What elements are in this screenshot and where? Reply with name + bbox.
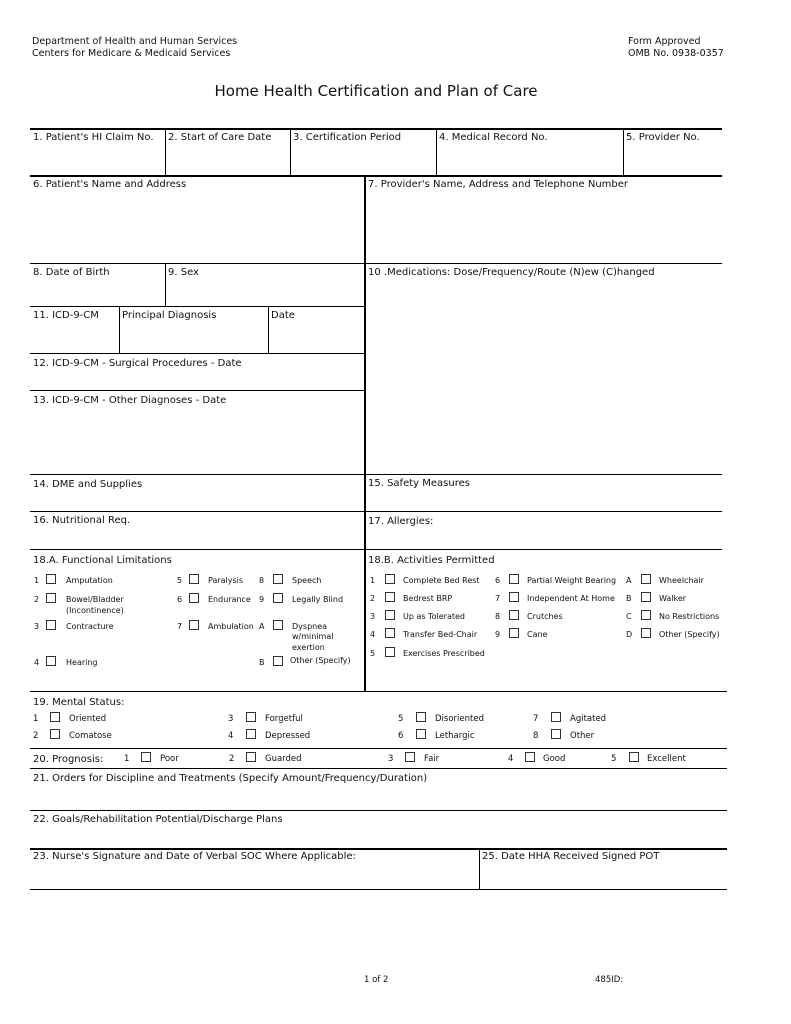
checkbox-complete-bed-rest[interactable]	[385, 574, 395, 584]
field-dme-supplies[interactable]: 14. DME and Supplies	[33, 479, 143, 490]
checkbox-legally-blind[interactable]	[273, 593, 283, 603]
rule	[30, 306, 364, 307]
option-code: A	[259, 622, 265, 631]
checkbox-bowel-bladder[interactable]	[46, 593, 56, 603]
rule	[30, 175, 722, 177]
rule	[30, 128, 722, 130]
option-code: 4	[34, 658, 40, 667]
option-label: Agitated	[570, 714, 607, 724]
checkbox-crutches[interactable]	[509, 610, 519, 620]
rule	[30, 691, 727, 692]
checkbox-paralysis[interactable]	[189, 574, 199, 584]
option-code: 2	[229, 754, 235, 764]
rule	[30, 748, 727, 749]
checkbox-excellent[interactable]	[629, 752, 639, 762]
checkbox-fair[interactable]	[405, 752, 415, 762]
field-date-of-birth[interactable]: 8. Date of Birth	[33, 267, 110, 278]
option-code: 5	[398, 714, 404, 724]
field-nurse-signature[interactable]: 23. Nurse's Signature and Date of Verbal SOC Where Applicable:	[33, 851, 356, 862]
checkbox-exercises-prescribed[interactable]	[385, 647, 395, 657]
checkbox-no-restrictions[interactable]	[641, 610, 651, 620]
option-label: Transfer Bed-Chair	[403, 630, 478, 639]
field-orders-treatments[interactable]: 21. Orders for Discipline and Treatments (Specify Amount/Frequency/Duration)	[33, 773, 428, 784]
option-code: 9	[495, 630, 501, 639]
option-code: 2	[34, 595, 40, 604]
option-code: 1	[33, 714, 39, 724]
option-label: Complete Bed Rest	[403, 576, 480, 585]
field-start-of-care-date[interactable]: 2. Start of Care Date	[168, 132, 272, 143]
option-label: Walker	[659, 594, 687, 603]
option-code: 4	[370, 630, 376, 639]
rule	[165, 263, 166, 307]
option-label-sub: exertion	[292, 643, 325, 652]
option-label: Ambulation	[208, 622, 254, 631]
checkbox-cane[interactable]	[509, 628, 519, 638]
agency-line-2: Centers for Medicare & Medicaid Services	[32, 48, 231, 59]
checkbox-comatose[interactable]	[50, 729, 60, 739]
rule	[436, 128, 437, 176]
approval-line-2: OMB No. 0938-0357	[628, 48, 724, 59]
field-goals-rehabilitation[interactable]: 22. Goals/Rehabilitation Potential/Discharge Plans	[33, 814, 283, 825]
option-label: No Restrictions	[659, 612, 720, 621]
option-label: Excellent	[647, 754, 686, 764]
rule	[30, 810, 727, 811]
option-label: Other (Specify)	[659, 630, 720, 639]
option-label-sub: w/minimal	[292, 632, 334, 641]
checkbox-forgetful[interactable]	[246, 712, 256, 722]
checkbox-up-as-tolerated[interactable]	[385, 610, 395, 620]
option-label: Other (Specify)	[290, 656, 351, 665]
option-code: 1	[370, 576, 376, 585]
option-code: 7	[177, 622, 183, 631]
field-medications[interactable]: 10 .Medications: Dose/Frequency/Route (N)ew (C)hanged	[368, 267, 655, 278]
option-label: Speech	[292, 576, 322, 585]
field-hi-claim-no[interactable]: 1. Patient's HI Claim No.	[33, 132, 154, 143]
rule	[30, 549, 722, 550]
option-code: 7	[495, 594, 501, 603]
option-code: 3	[34, 622, 40, 631]
section-prognosis: 20. Prognosis:	[33, 754, 104, 765]
field-date-hha-received[interactable]: 25. Date HHA Received Signed POT	[482, 851, 660, 862]
rule	[30, 390, 364, 391]
field-principal-diagnosis[interactable]: Principal Diagnosis	[122, 310, 217, 321]
checkbox-partial-weight-bearing[interactable]	[509, 574, 519, 584]
option-code: 4	[508, 754, 514, 764]
checkbox-other-mental[interactable]	[551, 729, 561, 739]
field-surgical-procedures[interactable]: 12. ICD-9-CM - Surgical Procedures - Date	[33, 358, 242, 369]
option-label: Independent At Home	[527, 594, 615, 603]
checkbox-transfer-bed-chair[interactable]	[385, 628, 395, 638]
rule	[479, 848, 480, 890]
rule	[623, 128, 624, 176]
rule	[30, 474, 722, 475]
option-code: 3	[370, 612, 376, 621]
option-label: Comatose	[69, 731, 112, 741]
option-label: Contracture	[66, 622, 114, 631]
form-title: Home Health Certification and Plan of Care	[214, 82, 538, 100]
option-label: Bedrest BRP	[403, 594, 453, 603]
rule	[30, 353, 364, 354]
option-code: 6	[398, 731, 404, 741]
option-code: 2	[33, 731, 39, 741]
field-other-diagnoses[interactable]: 13. ICD-9-CM - Other Diagnoses - Date	[33, 395, 227, 406]
field-icd9: 11. ICD-9-CM	[33, 310, 99, 321]
option-label: Guarded	[265, 754, 302, 764]
rule	[119, 306, 120, 354]
option-label: Wheelchair	[659, 576, 704, 585]
option-code: 3	[228, 714, 234, 724]
form-approval	[628, 36, 724, 60]
checkbox-walker[interactable]	[641, 592, 651, 602]
checkbox-lethargic[interactable]	[416, 729, 426, 739]
option-code: 2	[370, 594, 376, 603]
option-code: 8	[533, 731, 539, 741]
checkbox-dyspnea[interactable]	[273, 620, 283, 630]
option-code: 1	[124, 754, 130, 764]
agency-name	[32, 36, 237, 60]
rule	[30, 848, 727, 850]
option-label: Bowel/Bladder	[66, 595, 124, 604]
option-label: Forgetful	[265, 714, 303, 724]
checkbox-other-limitation[interactable]	[273, 656, 283, 666]
option-label: Dyspnea	[292, 622, 328, 631]
option-label: Up as Tolerated	[403, 612, 465, 621]
checkbox-oriented[interactable]	[50, 712, 60, 722]
rule	[30, 889, 727, 890]
option-code: B	[626, 594, 632, 603]
checkbox-amputation[interactable]	[46, 574, 56, 584]
option-label: Partial Weight Bearing	[527, 576, 617, 585]
field-safety-measures[interactable]: 15. Safety Measures	[368, 478, 470, 489]
field-sex[interactable]: 9. Sex	[168, 267, 199, 278]
rule	[364, 175, 366, 691]
option-code: B	[259, 658, 265, 667]
checkbox-endurance[interactable]	[189, 593, 199, 603]
option-label: Depressed	[265, 731, 311, 741]
option-label: Crutches	[527, 612, 563, 621]
option-label: Poor	[160, 754, 179, 764]
option-code: 6	[177, 595, 183, 604]
checkbox-agitated[interactable]	[551, 712, 561, 722]
field-certification-period[interactable]: 3. Certification Period	[293, 132, 402, 143]
checkbox-contracture[interactable]	[46, 620, 56, 630]
checkbox-poor[interactable]	[141, 752, 151, 762]
option-code: 1	[34, 576, 40, 585]
checkbox-independent-at-home[interactable]	[509, 592, 519, 602]
option-code: 5	[177, 576, 183, 585]
approval-line-1: Form Approved	[628, 36, 701, 47]
section-activities-permitted: 18.B. Activities Permitted	[368, 555, 495, 566]
option-label: Cane	[527, 630, 548, 639]
field-patient-name-address[interactable]: 6. Patient's Name and Address	[33, 179, 187, 190]
field-diagnosis-date[interactable]: Date	[271, 310, 295, 321]
rule	[268, 306, 269, 354]
agency-line-1: Department of Health and Human Services	[32, 36, 238, 47]
checkbox-other-activity[interactable]	[641, 628, 651, 638]
option-label: Amputation	[66, 576, 113, 585]
field-provider-no[interactable]: 5. Provider No.	[626, 132, 700, 143]
field-nutritional-req[interactable]: 16. Nutritional Req.	[33, 515, 131, 526]
option-code: 8	[495, 612, 501, 621]
option-label: Fair	[424, 754, 440, 764]
checkbox-bedrest-brp[interactable]	[385, 592, 395, 602]
option-label: Good	[543, 754, 566, 764]
checkbox-hearing[interactable]	[46, 656, 56, 666]
rule	[30, 768, 727, 769]
field-medical-record-no[interactable]: 4. Medical Record No.	[439, 132, 548, 143]
option-label-sub: (Incontinence)	[66, 606, 124, 615]
option-label: Oriented	[69, 714, 107, 724]
option-label: Endurance	[208, 595, 251, 604]
option-code: 5	[611, 754, 617, 764]
checkbox-guarded[interactable]	[246, 752, 256, 762]
field-allergies[interactable]: 17. Allergies:	[368, 516, 434, 527]
option-label: Lethargic	[435, 731, 475, 741]
rule	[30, 511, 722, 512]
option-code: 6	[495, 576, 501, 585]
rule	[290, 128, 291, 176]
option-label: Disoriented	[435, 714, 484, 724]
option-label: Other	[570, 731, 595, 741]
field-provider-name-address[interactable]: 7. Provider's Name, Address and Telephone Number	[368, 179, 629, 190]
checkbox-ambulation[interactable]	[189, 620, 199, 630]
option-code: 3	[388, 754, 394, 764]
option-label: Paralysis	[208, 576, 244, 585]
checkbox-wheelchair[interactable]	[641, 574, 651, 584]
option-code: 7	[533, 714, 539, 724]
checkbox-speech[interactable]	[273, 574, 283, 584]
checkbox-disoriented[interactable]	[416, 712, 426, 722]
option-code: D	[626, 630, 633, 639]
option-code: 4	[228, 731, 234, 741]
form-id-label: 485ID:	[595, 975, 624, 985]
option-code: 8	[259, 576, 265, 585]
rule	[165, 128, 166, 176]
checkbox-depressed[interactable]	[246, 729, 256, 739]
page-number: 1 of 2	[364, 975, 389, 985]
section-mental-status: 19. Mental Status:	[33, 697, 125, 708]
option-label: Legally Blind	[292, 595, 344, 604]
option-code: 9	[259, 595, 265, 604]
option-code: 5	[370, 649, 376, 658]
checkbox-good[interactable]	[525, 752, 535, 762]
section-functional-limitations: 18.A. Functional Limitations	[33, 555, 172, 566]
option-code: A	[626, 576, 632, 585]
option-label: Hearing	[66, 658, 98, 667]
rule	[30, 263, 722, 264]
option-label: Exercises Prescribed	[403, 649, 485, 658]
option-code: C	[626, 612, 632, 621]
